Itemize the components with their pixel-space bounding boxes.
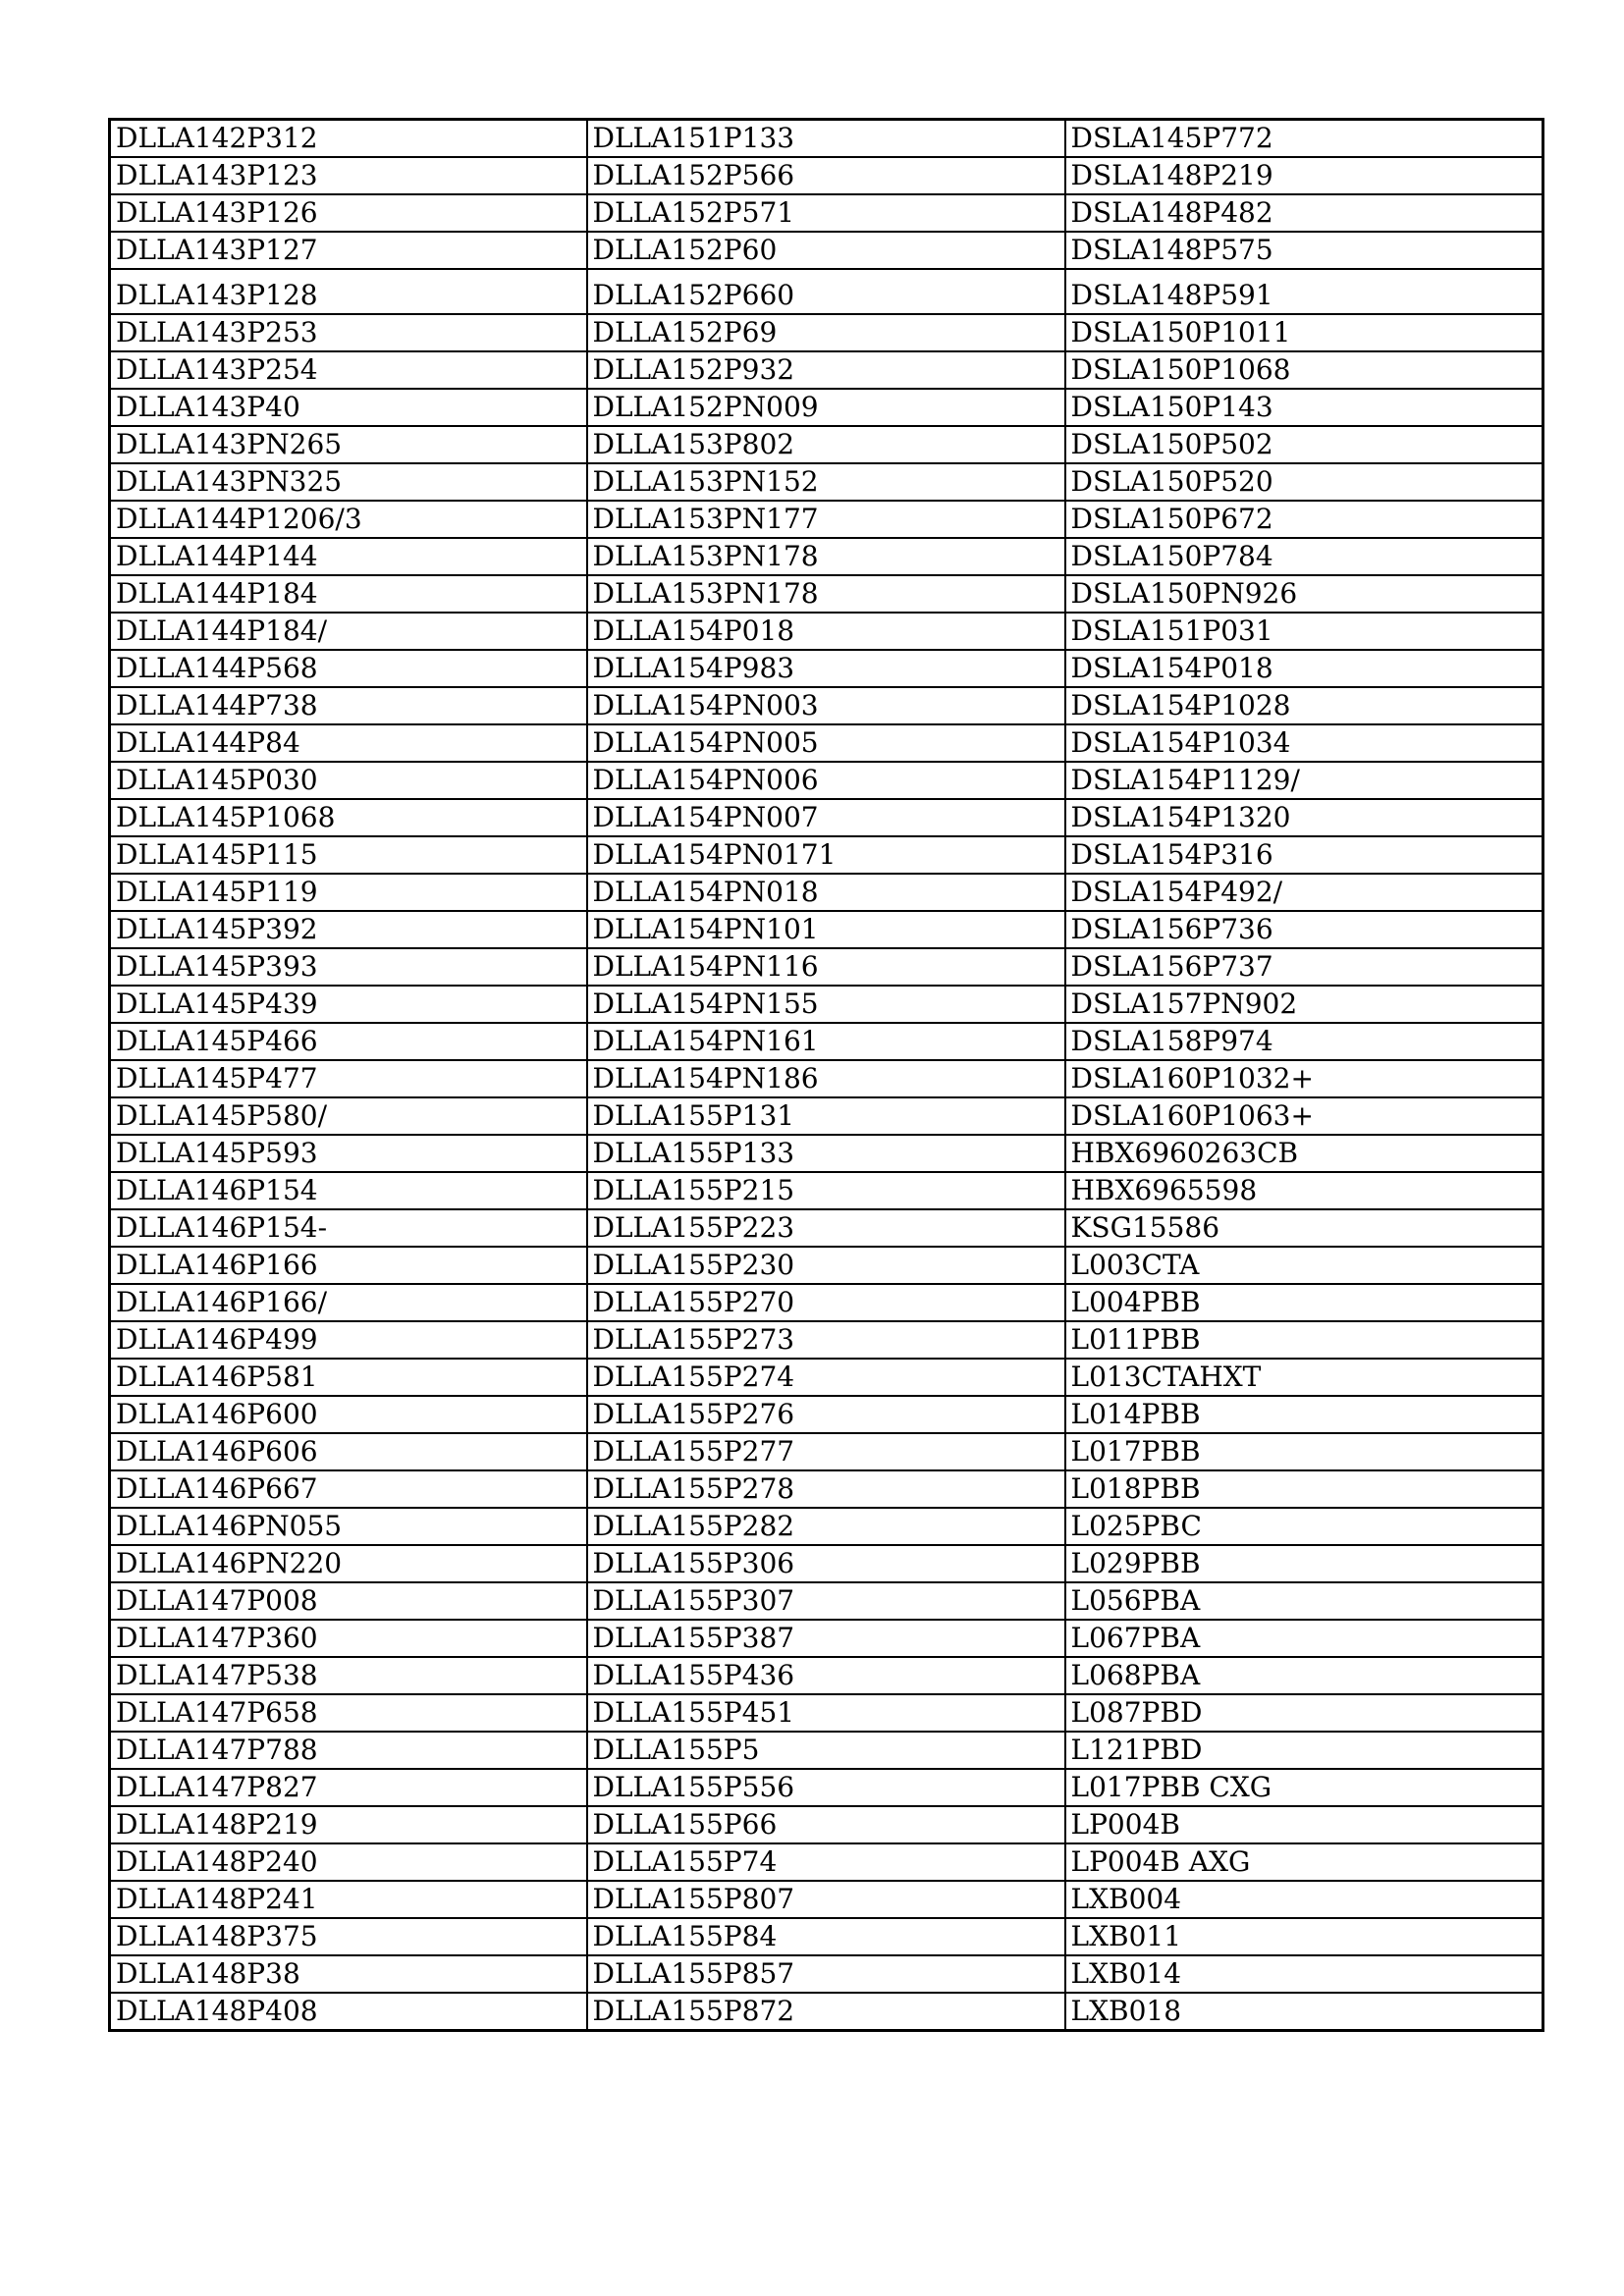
table-cell: L011PBB — [1065, 1321, 1543, 1359]
table-row — [110, 724, 1543, 762]
table-row — [110, 799, 1543, 836]
table-cell: DLLA155P274 — [587, 1359, 1065, 1396]
table-row — [110, 1284, 1543, 1321]
table-cell: DLLA155P556 — [587, 1769, 1065, 1806]
table-cell: DSLA160P1063+ — [1065, 1097, 1543, 1135]
table-cell: L013CTAHXT — [1065, 1359, 1543, 1396]
table-cell: DLLA145P580/ — [110, 1097, 587, 1135]
table-row — [110, 911, 1543, 948]
table-cell: DLLA153PN177 — [587, 501, 1065, 538]
table-row — [110, 1769, 1543, 1806]
table-cell: DLLA155P223 — [587, 1209, 1065, 1247]
table-cell: DLLA155P451 — [587, 1694, 1065, 1732]
table-cell: DLLA145P119 — [110, 874, 587, 911]
table-cell: DLLA147P658 — [110, 1694, 587, 1732]
table-cell: DLLA146P667 — [110, 1470, 587, 1508]
table-cell: DLLA147P827 — [110, 1769, 587, 1806]
table-row — [110, 1657, 1543, 1694]
table-row — [110, 1582, 1543, 1620]
table-cell: DSLA150P143 — [1065, 389, 1543, 426]
table-cell: DLLA145P593 — [110, 1135, 587, 1172]
table-cell: DSLA150P1068 — [1065, 351, 1543, 389]
table-row — [110, 194, 1543, 232]
table-cell: L068PBA — [1065, 1657, 1543, 1694]
table-cell: L003CTA — [1065, 1247, 1543, 1284]
table-row — [110, 650, 1543, 687]
table-cell: DLLA155P133 — [587, 1135, 1065, 1172]
table-cell: DLLA155P306 — [587, 1545, 1065, 1582]
table-row — [110, 762, 1543, 799]
table-cell: DLLA146P154 — [110, 1172, 587, 1209]
table-cell: DLLA143PN325 — [110, 463, 587, 501]
table-cell: DLLA144P184/ — [110, 613, 587, 650]
table-cell: DLLA144P738 — [110, 687, 587, 724]
table-cell: DLLA155P215 — [587, 1172, 1065, 1209]
table-cell: DLLA152P571 — [587, 194, 1065, 232]
table-cell: DLLA154PN101 — [587, 911, 1065, 948]
table-cell: DLLA154PN003 — [587, 687, 1065, 724]
table-cell: DLLA143P123 — [110, 157, 587, 194]
table-cell: DLLA143P128 — [110, 269, 587, 314]
table-cell: L025PBC — [1065, 1508, 1543, 1545]
table-cell: DSLA151P031 — [1065, 613, 1543, 650]
table-cell: DLLA146P606 — [110, 1433, 587, 1470]
table-row — [110, 1247, 1543, 1284]
table-cell: DLLA146P166/ — [110, 1284, 587, 1321]
table-cell: DLLA152P69 — [587, 314, 1065, 351]
table-cell: L121PBD — [1065, 1732, 1543, 1769]
table-cell: DLLA144P144 — [110, 538, 587, 575]
table-cell: DLLA143P254 — [110, 351, 587, 389]
table-cell: DSLA154P1034 — [1065, 724, 1543, 762]
table-row — [110, 501, 1543, 538]
table-cell: DLLA153P802 — [587, 426, 1065, 463]
table-cell: DLLA143P127 — [110, 232, 587, 269]
table-cell: DLLA147P788 — [110, 1732, 587, 1769]
table-row — [110, 1097, 1543, 1135]
table-cell: DLLA147P008 — [110, 1582, 587, 1620]
table-cell: DLLA154PN005 — [587, 724, 1065, 762]
table-cell: DSLA150P502 — [1065, 426, 1543, 463]
table-cell: L017PBB — [1065, 1433, 1543, 1470]
table-cell: DLLA142P312 — [110, 120, 587, 158]
table-cell: DLLA146P154- — [110, 1209, 587, 1247]
table-cell: DLLA144P568 — [110, 650, 587, 687]
table-cell: DLLA155P273 — [587, 1321, 1065, 1359]
table-cell: DLLA143P126 — [110, 194, 587, 232]
table-row — [110, 157, 1543, 194]
table-row — [110, 687, 1543, 724]
table-cell: DLLA146PN055 — [110, 1508, 587, 1545]
table-cell: L067PBA — [1065, 1620, 1543, 1657]
table-cell: DSLA158P974 — [1065, 1023, 1543, 1060]
table-cell: DLLA155P276 — [587, 1396, 1065, 1433]
table-cell: DLLA145P030 — [110, 762, 587, 799]
table-row — [110, 1023, 1543, 1060]
table-cell: DLLA153PN178 — [587, 538, 1065, 575]
table-cell: DLLA152P566 — [587, 157, 1065, 194]
table-row — [110, 1694, 1543, 1732]
table-row — [110, 1806, 1543, 1843]
table-cell: DSLA154P492/ — [1065, 874, 1543, 911]
table-row — [110, 613, 1543, 650]
table-cell: DLLA155P278 — [587, 1470, 1065, 1508]
table-cell: DLLA154PN018 — [587, 874, 1065, 911]
table-row — [110, 426, 1543, 463]
table-cell: DLLA155P131 — [587, 1097, 1065, 1135]
table-cell: DLLA154PN007 — [587, 799, 1065, 836]
table-cell: DLLA154PN186 — [587, 1060, 1065, 1097]
table-cell: DLLA155P857 — [587, 1955, 1065, 1993]
table-cell: DSLA154P1028 — [1065, 687, 1543, 724]
table-cell: DLLA143P253 — [110, 314, 587, 351]
table-cell: DLLA152P660 — [587, 269, 1065, 314]
table-row — [110, 1545, 1543, 1582]
table-cell: DLLA155P270 — [587, 1284, 1065, 1321]
table-cell: DLLA154PN161 — [587, 1023, 1065, 1060]
table-cell: L018PBB — [1065, 1470, 1543, 1508]
table-cell: DLLA144P84 — [110, 724, 587, 762]
table-cell: L029PBB — [1065, 1545, 1543, 1582]
table-cell: DLLA154P983 — [587, 650, 1065, 687]
table-cell: DLLA155P74 — [587, 1843, 1065, 1881]
table-row — [110, 1843, 1543, 1881]
table-cell: L004PBB — [1065, 1284, 1543, 1321]
table-cell: DLLA152P60 — [587, 232, 1065, 269]
table-row — [110, 120, 1543, 158]
table-cell: L017PBB CXG — [1065, 1769, 1543, 1806]
table-cell: DLLA146P600 — [110, 1396, 587, 1433]
table-cell: DLLA143P40 — [110, 389, 587, 426]
table-cell: DLLA146P581 — [110, 1359, 587, 1396]
table-cell: DLLA155P5 — [587, 1732, 1065, 1769]
table-cell: DLLA146P499 — [110, 1321, 587, 1359]
table-cell: DSLA154P1320 — [1065, 799, 1543, 836]
table-cell: DLLA145P115 — [110, 836, 587, 874]
table-cell: DSLA154P1129/ — [1065, 762, 1543, 799]
table-cell: DLLA143PN265 — [110, 426, 587, 463]
table-cell: DLLA147P538 — [110, 1657, 587, 1694]
table-cell: DLLA154PN006 — [587, 762, 1065, 799]
table-cell: DLLA155P230 — [587, 1247, 1065, 1284]
table-row — [110, 463, 1543, 501]
table-row — [110, 836, 1543, 874]
table-row — [110, 1881, 1543, 1918]
table-cell: DLLA154PN0171 — [587, 836, 1065, 874]
table-row — [110, 314, 1543, 351]
table-cell: DLLA154PN155 — [587, 986, 1065, 1023]
table-cell: DSLA150P672 — [1065, 501, 1543, 538]
table-cell: DLLA148P240 — [110, 1843, 587, 1881]
table-cell: DLLA153PN152 — [587, 463, 1065, 501]
table-cell: LXB014 — [1065, 1955, 1543, 1993]
table-cell: KSG15586 — [1065, 1209, 1543, 1247]
table-cell: DLLA148P38 — [110, 1955, 587, 1993]
table-cell: DLLA145P477 — [110, 1060, 587, 1097]
table-row — [110, 948, 1543, 986]
parts-table — [108, 118, 1544, 2032]
table-cell: L014PBB — [1065, 1396, 1543, 1433]
table-cell: L087PBD — [1065, 1694, 1543, 1732]
table-cell: DLLA148P241 — [110, 1881, 587, 1918]
table-cell: DLLA153PN178 — [587, 575, 1065, 613]
table-cell: DLLA148P375 — [110, 1918, 587, 1955]
table-cell: DLLA155P387 — [587, 1620, 1065, 1657]
table-cell: DLLA155P277 — [587, 1433, 1065, 1470]
table-cell: DSLA145P772 — [1065, 120, 1543, 158]
table-cell: HBX6960263CB — [1065, 1135, 1543, 1172]
table-cell: DSLA156P737 — [1065, 948, 1543, 986]
table-row — [110, 874, 1543, 911]
table-cell: LXB011 — [1065, 1918, 1543, 1955]
table-cell: HBX6965598 — [1065, 1172, 1543, 1209]
table-row — [110, 1918, 1543, 1955]
table-cell: DLLA145P393 — [110, 948, 587, 986]
table-row — [110, 1732, 1543, 1769]
table-cell: DSLA150PN926 — [1065, 575, 1543, 613]
table-cell: DLLA155P436 — [587, 1657, 1065, 1694]
table-row — [110, 1508, 1543, 1545]
table-cell: DLLA154P018 — [587, 613, 1065, 650]
table-cell: DSLA148P575 — [1065, 232, 1543, 269]
table-cell: DSLA154P018 — [1065, 650, 1543, 687]
table-row — [110, 1359, 1543, 1396]
table-cell: DLLA148P408 — [110, 1993, 587, 2031]
table-row — [110, 1172, 1543, 1209]
table-row — [110, 1209, 1543, 1247]
table-row — [110, 538, 1543, 575]
table-cell: DSLA154P316 — [1065, 836, 1543, 874]
table-cell: DSLA150P784 — [1065, 538, 1543, 575]
table-cell: DSLA150P520 — [1065, 463, 1543, 501]
table-row — [110, 1955, 1543, 1993]
table-cell: DSLA156P736 — [1065, 911, 1543, 948]
table-cell: DSLA148P482 — [1065, 194, 1543, 232]
table-row — [110, 1993, 1543, 2031]
table-cell: DLLA144P1206/3 — [110, 501, 587, 538]
table-cell: DLLA145P1068 — [110, 799, 587, 836]
table-cell: DLLA154PN116 — [587, 948, 1065, 986]
table-row — [110, 269, 1543, 314]
table-cell: DSLA160P1032+ — [1065, 1060, 1543, 1097]
table-cell: DLLA145P392 — [110, 911, 587, 948]
table-cell: LXB018 — [1065, 1993, 1543, 2031]
table-cell: DSLA148P591 — [1065, 269, 1543, 314]
table-row — [110, 986, 1543, 1023]
table-cell: LP004B AXG — [1065, 1843, 1543, 1881]
table-row — [110, 1060, 1543, 1097]
table-row — [110, 232, 1543, 269]
table-cell: DLLA155P807 — [587, 1881, 1065, 1918]
table-cell: DLLA144P184 — [110, 575, 587, 613]
table-cell: DLLA145P439 — [110, 986, 587, 1023]
table-cell: DLLA146P166 — [110, 1247, 587, 1284]
table-row — [110, 1433, 1543, 1470]
table-cell: DLLA148P219 — [110, 1806, 587, 1843]
table-cell: DLLA155P282 — [587, 1508, 1065, 1545]
table-cell: DLLA146PN220 — [110, 1545, 587, 1582]
table-cell: DSLA150P1011 — [1065, 314, 1543, 351]
table-cell: DSLA157PN902 — [1065, 986, 1543, 1023]
table-cell: DLLA155P66 — [587, 1806, 1065, 1843]
parts-table-body — [110, 120, 1543, 2031]
table-cell: DLLA145P466 — [110, 1023, 587, 1060]
table-cell: L056PBA — [1065, 1582, 1543, 1620]
table-cell: DLLA155P84 — [587, 1918, 1065, 1955]
table-cell: LXB004 — [1065, 1881, 1543, 1918]
table-row — [110, 1470, 1543, 1508]
table-row — [110, 1135, 1543, 1172]
table-cell: DLLA155P872 — [587, 1993, 1065, 2031]
table-cell: DLLA152P932 — [587, 351, 1065, 389]
table-row — [110, 1620, 1543, 1657]
table-cell: DLLA152PN009 — [587, 389, 1065, 426]
table-row — [110, 575, 1543, 613]
table-row — [110, 389, 1543, 426]
table-row — [110, 1321, 1543, 1359]
table-row — [110, 1396, 1543, 1433]
table-cell: DLLA155P307 — [587, 1582, 1065, 1620]
table-row — [110, 351, 1543, 389]
table-cell: DLLA151P133 — [587, 120, 1065, 158]
table-cell: LP004B — [1065, 1806, 1543, 1843]
table-cell: DLLA147P360 — [110, 1620, 587, 1657]
table-cell: DSLA148P219 — [1065, 157, 1543, 194]
